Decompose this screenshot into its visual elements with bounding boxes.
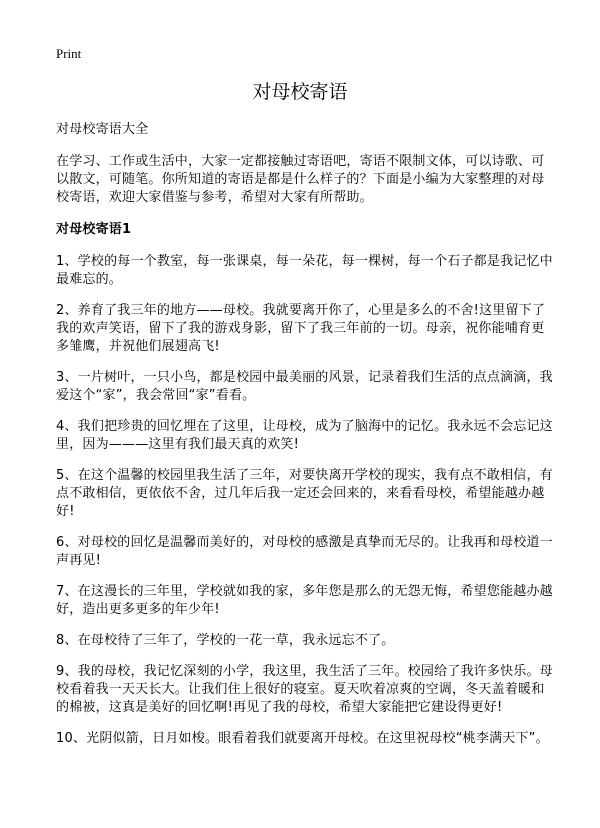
print-link[interactable]: Print (56, 46, 82, 61)
list-item: 8、在母校待了三年了，学校的一花一草，我永远忘不了。 (56, 633, 395, 648)
intro-paragraph: 在学习、工作或生活中，大家一定都接触过寄语吧，寄语不限制文体，可以诗歌、可以散文，可随笔。你所知道的寄语是都是什么样子的？下面是小编为大家整理的对母校寄语，欢迎大家借鉴与参考，希望对大家有所帮助。 (56, 154, 545, 205)
list-item: 7、在这漫长的三年里，学校就如我的家，多年您是那么的无怨无悔，希望您能越办越好，造出更多更多的年少年! (56, 584, 553, 617)
list-item: 10、光阴似箭，日月如梭。眼看着我们就要离开母校。在这里祝母校“桃李满天下”。 (56, 731, 549, 746)
list-item: 6、对母校的回忆是温馨而美好的，对母校的感激是真挚而无尽的。让我再和母校道一声再见! (56, 535, 553, 568)
page-title: 对母校寄语 (252, 81, 348, 103)
list-item: 1、学校的每一个教室，每一张课桌，每一朵花，每一棵树，每一个石子都是我记忆中最难忘的。 (56, 254, 553, 287)
list-item: 4、我们把珍贵的回忆埋在了这里，让母校，成为了脑海中的记忆。我永远不会忘记这里，因为———这里有我们最天真的欢笑! (56, 419, 553, 452)
list-item: 2、养育了我三年的地方——母校。我就要离开你了，心里是多么的不舍!这里留下了我的欢声笑语，留下了我的游戏身影，留下了我三年前的一切。母亲，祝你能哺育更多雏鹰，并祝他们展翅高飞! (56, 303, 546, 354)
document-subtitle: 对母校寄语大全 (56, 122, 149, 137)
section-heading: 对母校寄语1 (56, 222, 132, 237)
document-body (56, 121, 556, 761)
list-item: 5、在这个温馨的校园里我生活了三年，对要快离开学校的现实，我有点不敢相信，有点不敢相信，更依依不舍，过几年后我一定还会回来的，来看看母校，希望能越办越好! (56, 468, 553, 519)
list-item: 9、我的母校，我记忆深刻的小学，我这里，我生活了三年。校园给了我许多快乐。母校看着我一天天长大。让我们住上很好的寝室。夏天吹着凉爽的空调，冬天盖着暖和的棉被，这真是美好的回忆啊!再见了我的母校，希望大家能把它建设得更好! (56, 664, 553, 715)
list-item: 3、一片树叶，一只小鸟，都是校园中最美丽的风景，记录着我们生活的点点滴滴，我爱这个“家”，我会常回“家”看看。 (56, 370, 553, 403)
